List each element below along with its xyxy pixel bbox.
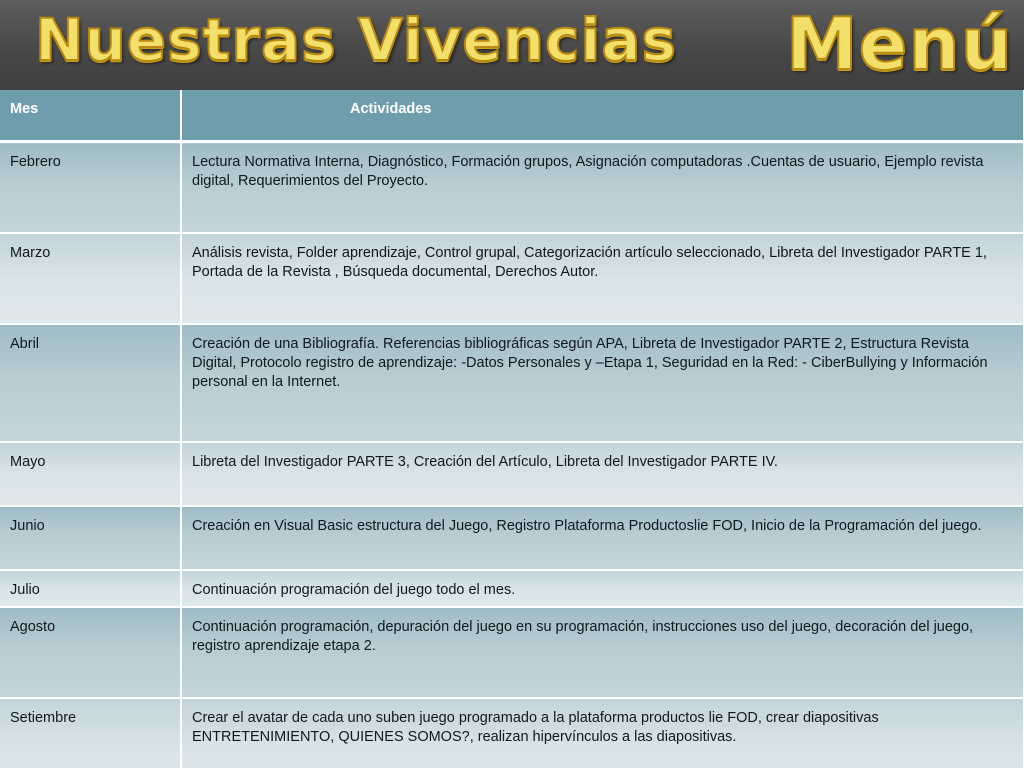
month-cell: Julio: [0, 570, 181, 607]
activities-cell: Creación en Visual Basic estructura del Juego, Registro Plataforma Productoslie FOD, Inicio de la Programación del juego.: [181, 506, 1024, 570]
table-row: [0, 324, 1024, 442]
table-row: [0, 442, 1024, 506]
activities-cell: Creación de una Bibliografía. Referencias bibliográficas según APA, Libreta de Investigador PARTE 2, Estructura Revista Digital, Protocolo registro de aprendizaje: -Datos Personales y –Etapa 1, Seguridad en la Red: - CiberBullying y Información personal en la Internet.: [181, 324, 1024, 442]
activities-cell: Análisis revista, Folder aprendizaje, Control grupal, Categorización artículo seleccionado, Libreta del Investigador PARTE 1, Portada de la Revista , Búsqueda documental, Derechos Autor.: [181, 233, 1024, 324]
month-cell: Setiembre: [0, 698, 181, 768]
month-cell: Junio: [0, 506, 181, 570]
month-cell: Febrero: [0, 142, 181, 234]
activities-cell: Continuación programación del juego todo el mes.: [181, 570, 1024, 607]
activities-cell: Libreta del Investigador PARTE 3, Creación del Artículo, Libreta del Investigador PARTE IV.: [181, 442, 1024, 506]
table-row: [0, 570, 1024, 607]
month-cell: Marzo: [0, 233, 181, 324]
month-cell: Abril: [0, 324, 181, 442]
activities-cell: Crear el avatar de cada uno suben juego programado a la plataforma productos lie FOD, crear diapositivas ENTRETENIMIENTO, QUIENES SOMOS?, realizan hipervínculos a las diapositivas.: [181, 698, 1024, 768]
table-header-row: [0, 90, 1024, 142]
page-title: Nuestras Vivencias: [35, 6, 677, 74]
table-row: [0, 607, 1024, 698]
month-cell: Agosto: [0, 607, 181, 698]
table-row: [0, 233, 1024, 324]
table-row: [0, 506, 1024, 570]
activities-table: [0, 90, 1024, 768]
activities-cell: Continuación programación, depuración del juego en su programación, instrucciones uso del juego, decoración del juego, registro aprendizaje etapa 2.: [181, 607, 1024, 698]
table-row: [0, 698, 1024, 768]
activities-cell: Lectura Normativa Interna, Diagnóstico, Formación grupos, Asignación computadoras .Cuentas de usuario, Ejemplo revista digital, Requerimientos del Proyecto.: [181, 142, 1024, 234]
title-bar: [0, 0, 1024, 90]
column-header-mes: Mes: [0, 90, 181, 142]
table-row: [0, 142, 1024, 234]
column-header-actividades: Actividades: [181, 90, 1024, 142]
month-cell: Mayo: [0, 442, 181, 506]
menu-link[interactable]: Menú: [786, 2, 1013, 86]
